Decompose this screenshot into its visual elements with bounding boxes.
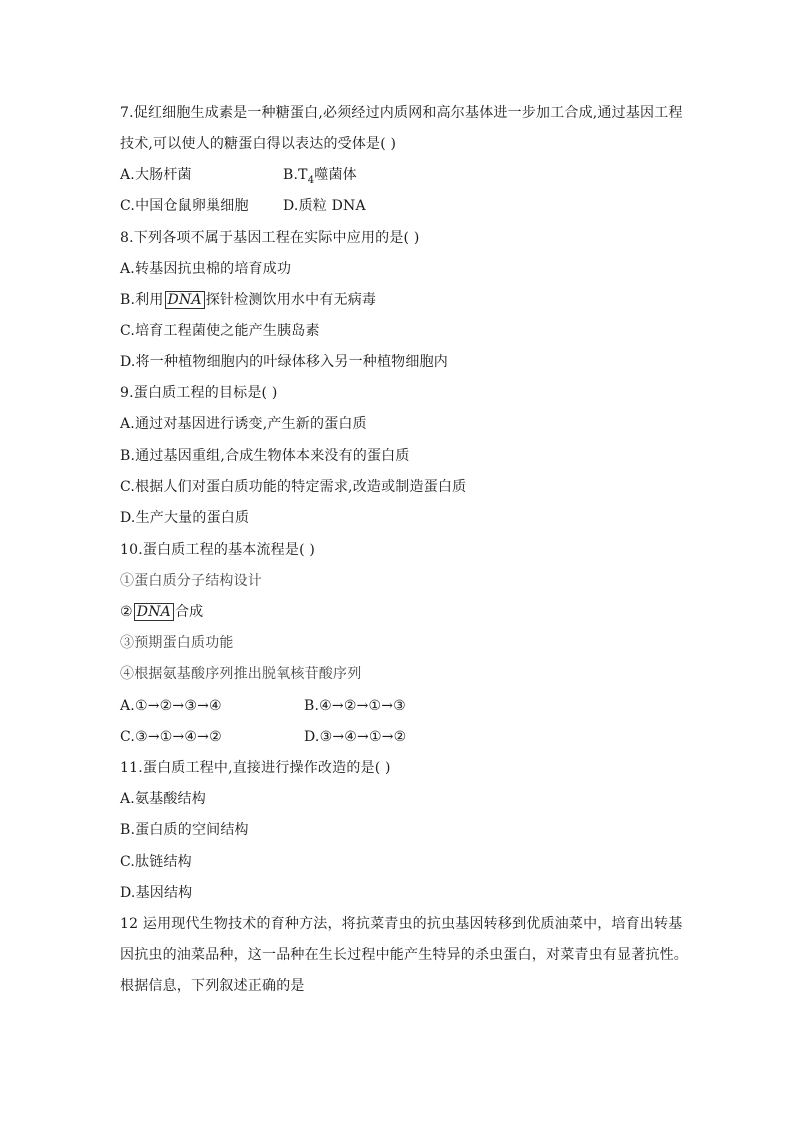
q8-option-b-prefix: B.利用 bbox=[120, 292, 164, 308]
q7-options-row2 bbox=[120, 196, 366, 216]
q10-options-row2 bbox=[120, 727, 407, 747]
q11-option-d: D.基因结构 bbox=[120, 885, 193, 901]
q9-option-b: B.通过基因重组,合成生物体本来没有的蛋白质 bbox=[120, 448, 410, 464]
q11-option-c: C.肽链结构 bbox=[120, 854, 192, 870]
q11-stem: 11.蛋白质工程中,直接进行操作改造的是( ) bbox=[120, 760, 391, 776]
q7-option-c: C.中国仓鼠卵巢细胞 bbox=[120, 198, 249, 214]
q8-option-d: D.将一种植物细胞内的叶绿体移入另一种植物细胞内 bbox=[120, 354, 448, 370]
q10-step-2 bbox=[120, 602, 203, 622]
q8-option-a: A.转基因抗虫棉的培育成功 bbox=[120, 261, 292, 277]
q12-stem-line3: 根据信息，下列叙述正确的是 bbox=[120, 978, 305, 994]
q11-option-b: B.蛋白质的空间结构 bbox=[120, 822, 249, 838]
q8-option-b-suffix: 探针检测饮用水中有无病毒 bbox=[205, 292, 377, 308]
q10-stem: 10.蛋白质工程的基本流程是( ) bbox=[120, 542, 316, 558]
q10-option-a: A.①→②→③→④ bbox=[120, 698, 222, 714]
dna-boxed-term: DNA bbox=[134, 603, 174, 621]
q10-step-4: ④根据氨基酸序列推出脱氧核苷酸序列 bbox=[120, 666, 362, 682]
q10-option-b: B.④→②→①→③ bbox=[304, 698, 406, 714]
q10-step-2-prefix: ② bbox=[120, 604, 133, 620]
q10-step-3: ③预期蛋白质功能 bbox=[120, 635, 234, 651]
q8-option-c: C.培育工程菌使之能产生胰岛素 bbox=[120, 323, 320, 339]
q7-option-b bbox=[283, 165, 357, 185]
q7-stem-line2: 技术,可以使人的糖蛋白得以表达的受体是( ) bbox=[120, 136, 397, 152]
q10-step-2-suffix: 合成 bbox=[174, 604, 204, 620]
q11-option-a: A.氨基酸结构 bbox=[120, 791, 206, 807]
q7-stem-line1: 7.促红细胞生成素是一种糖蛋白,必须经过内质网和高尔基体进一步加工合成,通过基因工程 bbox=[120, 105, 683, 121]
q10-option-d: D.③→④→①→② bbox=[304, 729, 407, 745]
q10-option-c: C.③→①→④→② bbox=[120, 729, 222, 745]
q9-option-a: A.通过对基因进行诱变,产生新的蛋白质 bbox=[120, 416, 367, 432]
q9-option-d: D.生产大量的蛋白质 bbox=[120, 510, 250, 526]
q8-stem: 8.下列各项不属于基因工程在实际中应用的是( ) bbox=[120, 230, 420, 246]
q9-stem: 9.蛋白质工程的目标是( ) bbox=[120, 385, 278, 401]
q7-option-d: D.质粒 DNA bbox=[283, 198, 366, 214]
q12-stem-line2: 因抗虫的油菜品种，这一品种在生长过程中能产生特异的杀虫蛋白，对菜青虫有显著抗性。 bbox=[120, 947, 688, 963]
q12-stem-line1: 12 运用现代生物技术的育种方法，将抗菜青虫的抗虫基因转移到优质油菜中，培育出转基 bbox=[120, 916, 683, 932]
q9-option-c: C.根据人们对蛋白质功能的特定需求,改造或制造蛋白质 bbox=[120, 479, 467, 495]
q7-options-row1 bbox=[120, 165, 357, 186]
q7-option-b-prefix: B.T bbox=[283, 167, 308, 183]
q7-option-b-suffix: 噬菌体 bbox=[314, 167, 357, 183]
q7-option-b-subscript: 4 bbox=[307, 174, 315, 186]
dna-boxed-term: DNA bbox=[165, 291, 205, 309]
q8-option-b bbox=[120, 290, 376, 310]
q10-step-1: ①蛋白质分子结构设计 bbox=[120, 573, 262, 589]
q10-options-row1 bbox=[120, 696, 406, 716]
q7-option-a: A.大肠杆菌 bbox=[120, 167, 192, 183]
